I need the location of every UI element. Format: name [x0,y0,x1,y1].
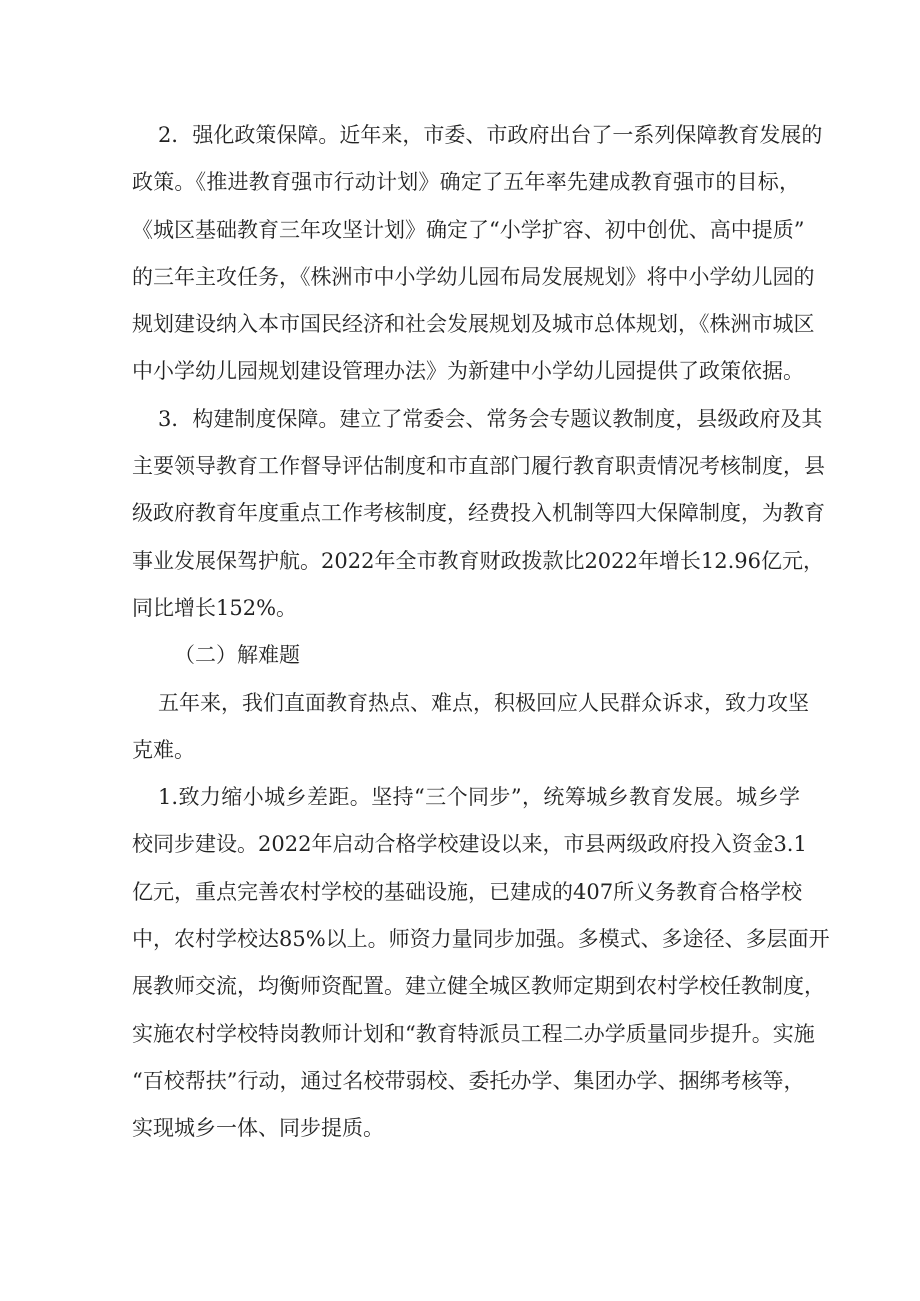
text-line: 政策。《推进教育强市行动计划》确定了五年率先建成教育强市的目标， [132,170,800,195]
paragraph-intro [132,680,809,775]
paragraph-system-guarantee [132,396,825,632]
text-line: 亿元，重点完善农村学校的基础设施，已建成的407所义务教育合格学校 [132,879,803,904]
text-line: 同比增长152%。 [132,595,298,620]
text-line: 中，农村学校达85%以上。师资力量同步加强。多模式、多途径、多层面开 [132,927,830,952]
text-line: 1.致力缩小城乡差距。坚持“三个同步”，统筹城乡教育发展。城乡学 [158,785,800,810]
text-line: 的三年主攻任务，《株洲市中小学幼儿园布局发展规划》将中小学幼儿园的 [132,264,815,289]
document-body [132,112,830,1153]
text-line: 《城区基础教育三年攻坚计划》确定了“小学扩容、初中创优、高中提质” [132,217,805,242]
text-line: 2．强化政策保障。近年来，市委、市政府出台了一系列保障教育发展的 [158,123,823,147]
text-line: 3．构建制度保障。建立了常委会、常务会专题议教制度，县级政府及其 [158,406,823,431]
section-title: （二）解难题 [174,643,300,668]
text-line: 克难。 [132,737,195,762]
paragraph-policy-guarantee [132,112,823,396]
text-line: 事业发展保驾护航。2022年全市教育财政拨款比2022年增长12.96亿元， [132,548,825,573]
text-line: 中小学幼儿园规划建设管理办法》为新建中小学幼儿园提供了政策依据。 [132,359,804,384]
text-line: 展教师交流，均衡师资配置。建立健全城区教师定期到农村学校任教制度， [132,974,825,999]
text-line: 实现城乡一体、同步提质。 [132,1116,384,1141]
paragraph-urban-rural-gap [132,774,830,1152]
text-line: 规划建设纳入本市国民经济和社会发展规划及城市总体规划，《株洲市城区 [132,312,815,337]
text-line: 级政府教育年度重点工作考核制度，经费投入机制等四大保障制度，为教育 [132,501,825,526]
text-line: 主要领导教育工作督导评估制度和市直部门履行教育职责情况考核制度，县 [132,454,825,479]
text-line: 实施农村学校特岗教师计划和“教育特派员工程二办学质量同步提升。实施 [132,1021,815,1046]
section-heading [132,632,800,679]
text-line: “百校帮扶”行动，通过名校带弱校、委托办学、集团办学、捆绑考核等， [132,1068,805,1093]
text-line: 五年来，我们直面教育热点、难点，积极回应人民群众诉求，致力攻坚 [158,690,809,715]
text-line: 校同步建设。2022年启动合格学校建设以来，市县两级政府投入资金3.1 [132,832,807,857]
